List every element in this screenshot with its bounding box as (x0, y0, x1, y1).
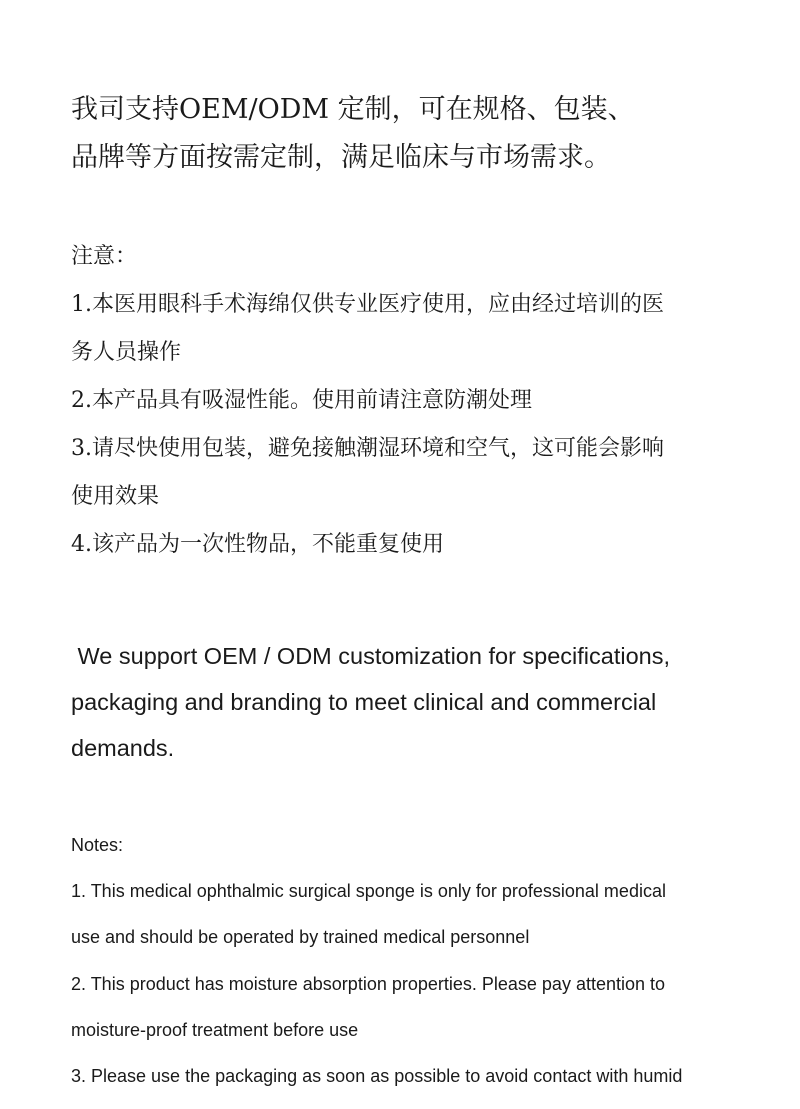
zh-intro-line-1: 我司支持OEM/ODM 定制，可在规格、包装、 (71, 94, 635, 125)
zh-note-1-line-1: 1.本医用眼科手术海绵仅供专业医疗使用，应由经过培训的医 (71, 292, 664, 317)
zh-note-4: 4.该产品为一次性物品，不能重复使用 (71, 532, 444, 557)
zh-note-3-line-1: 3.请尽快使用包装，避免接触潮湿环境和空气，这可能会影响 (71, 436, 664, 461)
zh-note-1-line-2: 务人员操作 (71, 340, 182, 365)
en-note-1-line-2: use and should be operated by trained medical personnel (71, 927, 530, 947)
en-note-3-line-1: 3. Please use the packaging as soon as possible to avoid contact with humid (71, 1066, 683, 1086)
en-notes-title: Notes: (71, 835, 124, 855)
en-note-1-line-1: 1. This medical ophthalmic surgical sponge is only for professional medical (71, 881, 666, 901)
en-note-2-line-1: 2. This product has moisture absorption properties. Please pay attention to (71, 974, 666, 994)
en-note-2-line-2: moisture-proof treatment before use (71, 1020, 359, 1040)
en-intro-line-2: packaging and branding to meet clinical and commercial (71, 689, 657, 715)
zh-notes-title: 注意： (71, 244, 138, 269)
zh-note-3-line-2: 使用效果 (71, 484, 160, 509)
zh-intro-line-2: 品牌等方面按需定制，满足临床与市场需求。 (71, 142, 611, 173)
zh-note-2: 2.本产品具有吸湿性能。使用前请注意防潮处理 (71, 388, 532, 413)
en-intro-line-1: We support OEM / ODM customization for specifications, (71, 643, 671, 669)
en-intro-line-3: demands. (71, 735, 175, 761)
